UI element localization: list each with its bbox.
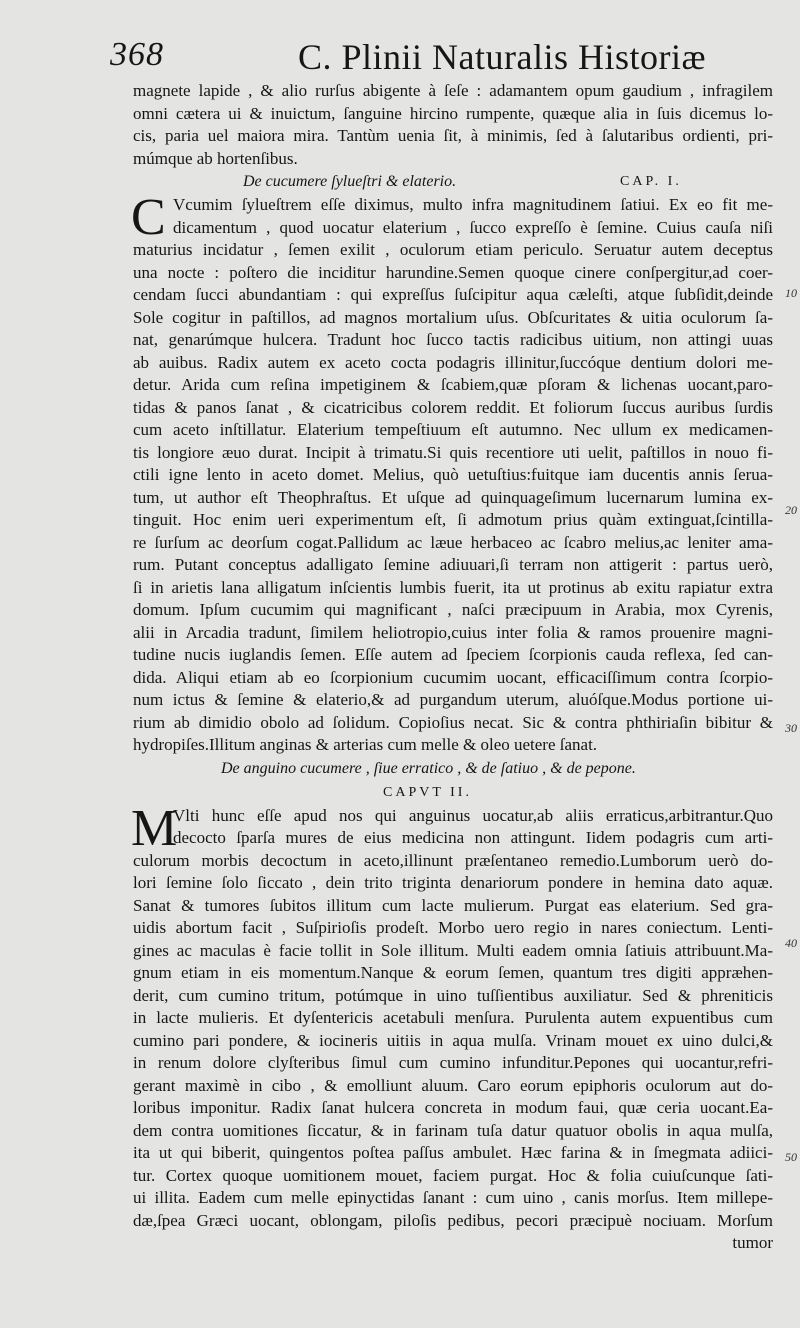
text-line: cumino pari pondere, & iocineris uitiis in aqua mulſa. Vrinam mouet ex uino dulci,& xyxy=(133,1030,773,1050)
text-line: tudine nucis iuglandis ſemen. Eſſe autem ad ſpeciem ſcorpionis cauda reflexa, ſed can- xyxy=(133,645,773,664)
chapter1-heading xyxy=(133,170,773,194)
running-title: C. Plinii Naturalis Historiæ xyxy=(298,37,707,77)
text-line: tum, ut author eſt Theophraſtus. Et uſque ad quinquageſimum lucernarum lumina ex- xyxy=(133,487,773,507)
margin-line-number: 40 xyxy=(785,936,797,950)
text-line: nat, genarúmque hulcera. Tradunt hoc ſucco tactis radicibus uitium, non attingi uuas xyxy=(133,330,773,349)
text-line: Vlti hunc eſſe apud nos qui anguinus uocatur,ab aliis erraticus,arbitrantur.Quo xyxy=(173,805,773,825)
text-line: num ictus & ſemine & elaterio,& ad purgandum uterum, aluóſque.Modus portione ui- xyxy=(133,690,773,709)
chapter1-cap-label: CAP. I. xyxy=(620,174,682,189)
text-line: dem contra uomitiones ſiccatur, & in farinam tuſa datur quatuor obolis in aqua mulſa, xyxy=(133,1120,773,1140)
text-line: Vcumim ſylueſtrem eſſe diximus, multo infra magnitudinem ſatiui. Ex eo fit me- xyxy=(173,195,773,214)
text-line: gerant maximè in cibo , & emolliunt aluum. Caro eorum epiphoris oculorum aut do- xyxy=(133,1075,773,1095)
text-line: dicamentum , quod uocatur elaterium , ſucco expreſſo è ſemine. Cuius cauſa niſi xyxy=(173,217,773,237)
text-line: maturius incidatur , ſemen exilit , oculorum etiam periculo. Seruatur autem deceptus xyxy=(133,240,773,259)
text-line: cis, paria uel maiora mira. Tantùm uenia ſit, à minimis, ſed à ſalutaribus ordienti, pri- xyxy=(133,126,773,145)
text-line: lori ſemine ſolo ſiccato , dein trito triginta denariorum pondere in hemina dato aquæ. xyxy=(133,873,773,892)
text-line: loribus imponitur. Radix ſanat hulcera concreta in modum faui, quæ ceria uocant.Ea- xyxy=(133,1098,773,1117)
opening-paragraph xyxy=(133,80,773,170)
text-line: ui illita. Eadem cum melle epinyctidas ſanant : cum uino , canis morſus. Item millepe- xyxy=(133,1188,773,1207)
chapter1-drop-cap: C xyxy=(131,189,166,246)
chapter2-title: De anguino cucumere , ſiue erratico , & de ſatiuo , & de pepone. xyxy=(221,759,636,777)
chapter2-heading xyxy=(133,757,773,781)
chapter1-title: De cucumere ſylueſtri & elaterio. xyxy=(243,173,457,190)
text-line: tur. Cortex quoque uomitionem mouet, faciem purgat. Hoc & folia cuiuſcunque ſati- xyxy=(133,1165,773,1185)
text-line: magnete lapide , & alio rurſus abigente à ſeſe : adamantem opum gaudium , infragilem xyxy=(133,81,773,100)
text-line: in lacte mulieris. Et dyſentericis acetabuli menſura. Purulenta autem expuentibus cum xyxy=(133,1008,773,1027)
text-line: múmque ab hortenſibus. xyxy=(133,148,298,168)
text-line: cendam ſucci abundantiam : qui expreſſus ſuſcipitur aqua cæleſti, atque ſubſidit,deinde xyxy=(133,285,773,304)
text-line: hydropiſes.Illitum anginas & arterias cum melle & oleo uetere ſanat. xyxy=(133,735,598,754)
text-line: dida. Aliqui etiam ab eo ſcorpionium cucumim uocant, efficaciſſimum contra ſcorpio- xyxy=(133,667,773,687)
text-line: ab auibus. Radix autem ex aceto cocta podagris illinitur,ſuccóque dentium dolori me- xyxy=(133,352,773,372)
text-line: alii in Arcadia tradunt, ſimilem heliotropio,cuius inter folia & ramos prouenire magni- xyxy=(133,622,773,642)
text-line: una nocte : poſtero die inciditur harundine.Semen quoque cinere conſpergitur,ad coer- xyxy=(133,262,773,282)
text-line: detur. Arida cum reſina impetiginem & ſcabiem,quæ pſoram & lichenas uocant,paro- xyxy=(133,375,773,394)
text-line: tis longiore æuo durat. Incipit à trimatu.Si quis recentiore uti uelit, paſtillos in nouo fi- xyxy=(133,442,773,462)
chapter2-cap-row xyxy=(133,781,773,805)
running-head xyxy=(110,36,770,86)
chapter2-drop-cap: M xyxy=(131,799,178,857)
text-line: derit, cum cumino tritum, potúmque in uino tuſſientibus auxiliatur. Sed & phreniticis xyxy=(133,985,773,1005)
text-line: Sole cogitur in paſtillos, ad magnos mortalium uſus. Obſcuritates & uitia oculorum ſa- xyxy=(133,307,773,327)
catchword: tumor xyxy=(732,1233,773,1252)
text-line: decocto ſparſa mures de eius medicina non attingunt. Iidem podagris cum arti- xyxy=(173,828,773,847)
text-line: dæ,ſpea Græci uocant, oblongam, piloſis pedibus, pecori præcipuè nociuam. Morſum xyxy=(133,1210,773,1230)
text-line: tidas & panos ſanat , & cicatricibus colorem reddit. Et foliorum ſuccus auribus ſurdis xyxy=(133,397,773,417)
text-line: ſi in arietis lana alligatum inſcientis lumbis fuerit, ita ut protinus ab exitu rapiatur extra xyxy=(133,577,773,597)
chapter1-body xyxy=(131,189,773,757)
chapter2-body xyxy=(131,799,773,1233)
text-line: re ſurſum ac deorſum cogat.Pallidum ac læue herbaceo ac ſcabro melius,ac leniter ama- xyxy=(133,532,773,552)
text-line: gines ac maculas è facie tollit in Sole illitum. Multi eadem omnia ſatiuis attribuunt.Ma- xyxy=(133,940,773,960)
text-line: Sanat & tumores ſubitos illitum cum lacte mulierum. Purgat eas elaterium. Sed gra- xyxy=(133,895,773,915)
text-line: cum aceto inſtillatur. Elaterium tempeſtiuum eſt autumno. Nec ullum ex medicamen- xyxy=(133,420,773,439)
text-line: ctili igne lento in aceto domet. Melius, quò uetuſtius:fuitque iam ducentis annis ſerua- xyxy=(133,465,773,484)
text-line: omni cætera ui & inuictum, ſanguine hircino rumpente, quæque alia in ſuis dicemus lo- xyxy=(133,103,773,123)
margin-line-number: 50 xyxy=(785,1150,797,1164)
margin-line-number: 20 xyxy=(785,503,797,517)
text-line: culorum morbis decoctum in aceto,illinunt præſentaneo remedio.Lumborum uerò do- xyxy=(133,850,773,870)
text-line: rum. Putant conceptus adalligato ſemine adiuuari,ſi terram non attigerit : partus uerò, xyxy=(133,555,773,574)
text-block xyxy=(133,80,773,1255)
text-line: in renum dolore clyſteribus ſimul cum cumino infunditur.Pepones qui uocantur,refri- xyxy=(133,1053,773,1072)
text-line: tinguit. Hoc enim ueri experimentum eſt, ſi admotum prius quàm extinguat,ſcintilla- xyxy=(133,510,773,529)
text-line: ita ut qui biberit, quingentos poſtea paſſus ambulet. Hæc farina & in ſmegmata adiici- xyxy=(133,1143,773,1162)
page-number: 368 xyxy=(110,36,164,73)
text-line: gnum etiam in eis momentum.Nanque & eorum ſemen, quantum tres digiti appræhen- xyxy=(133,963,773,982)
margin-line-number: 10 xyxy=(785,286,797,300)
text-line: domum. Ipſum cucumim qui magnificant , naſci præcipuum in Arabia, mox Cyrenis, xyxy=(133,600,773,619)
text-line: rium ab dimidio obolo ad ſolidum. Copioſius necat. Sic & contra phthiriaſin bibitur & xyxy=(133,712,773,732)
margin-line-number: 30 xyxy=(785,721,797,735)
text-line: uidis abortum facit , Suſpirioſis prodeſt. Morbo uero regio in nares coniectum. Lenti- xyxy=(133,918,773,937)
chapter2-cap-label: CAPVT II. xyxy=(383,784,472,800)
